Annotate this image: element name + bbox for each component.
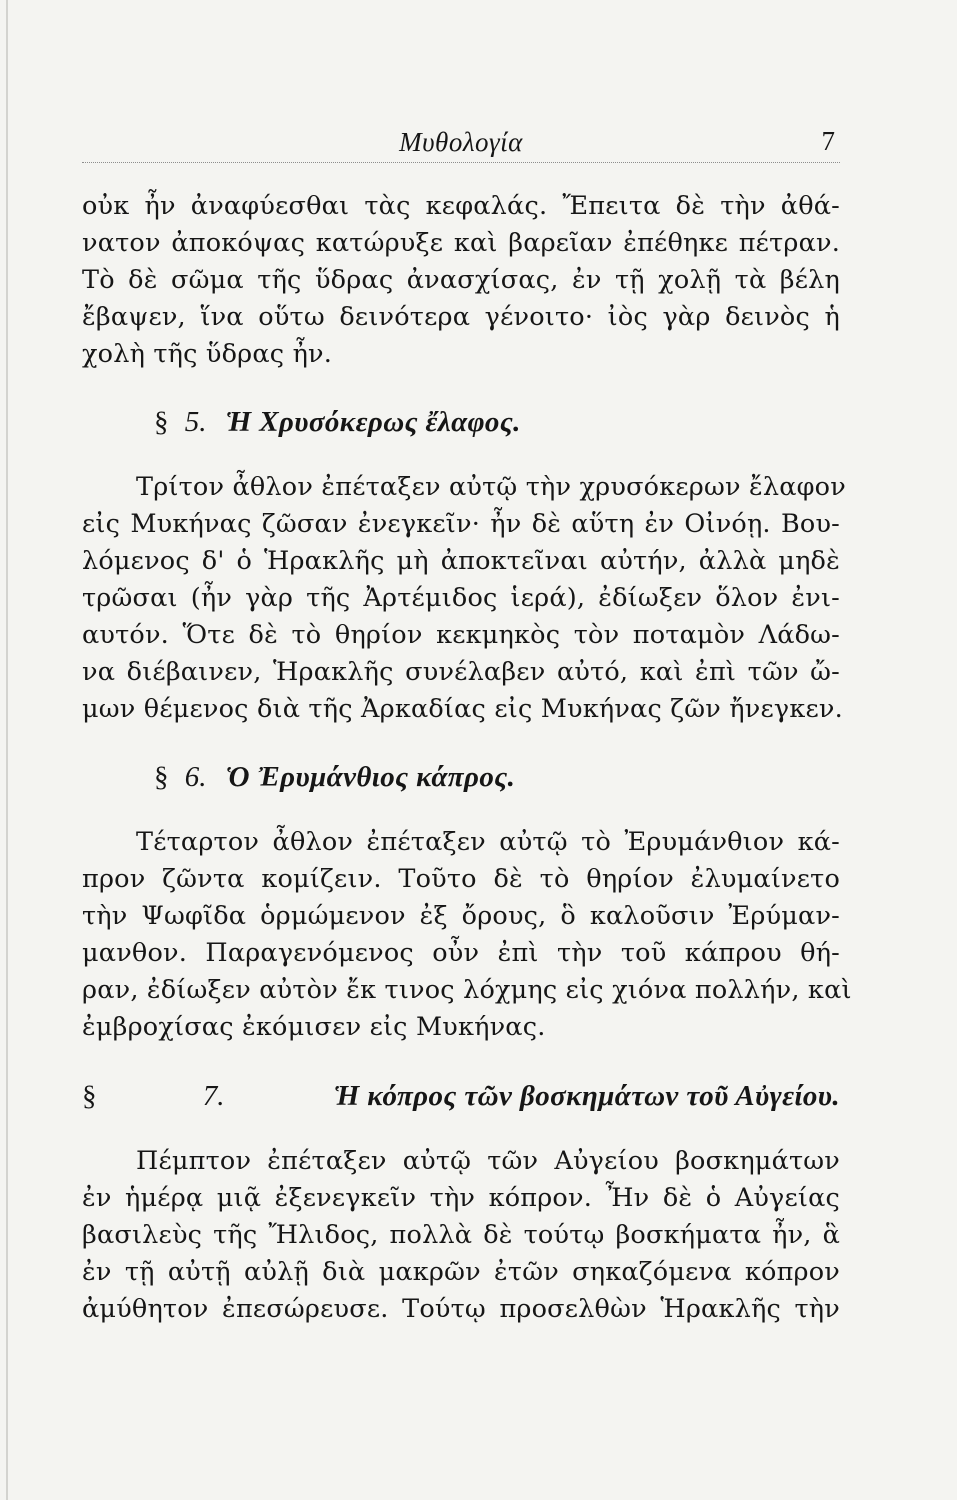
section-sign: §: [154, 406, 169, 438]
text-line: μων θέμενος διὰ τῆς Ἀρκαδίας εἰς Μυκήνας ζῶν ἤνεγκεν.: [82, 694, 843, 724]
text-line: ἔβαψεν, ἵνα οὕτω δεινότερα γένοιτο· ἰὸς γὰρ δεινὸς ἡ: [82, 302, 840, 332]
text-line: αυτόν. Ὅτε δὲ τὸ θηρίον κεκμηκὸς τὸν ποταμὸν Λάδω-: [82, 620, 840, 650]
section-sign: §: [154, 761, 169, 793]
paragraph-hydra-end: [82, 188, 840, 373]
page-edge-line: [6, 0, 8, 1500]
text-line: Τρίτον ἆθλον ἐπέταξεν αὐτῷ τὴν χρυσόκερων ἔλαφον: [136, 472, 846, 502]
text-line: ἐν τῇ αὐτῇ αὐλῇ διὰ μακρῶν ἐτῶν σηκαζόμενα κόπρον: [82, 1257, 840, 1287]
text-line: ἐν ἡμέρᾳ μιᾷ ἐξενεγκεῖν τὴν κόπρον. Ἦν δὲ ὁ Αὐγείας: [82, 1183, 840, 1213]
text-line: οὐκ ἦν ἀναφύεσθαι τὰς κεφαλάς. Ἔπειτα δὲ τὴν ἀθά-: [82, 191, 840, 221]
text-line: Πέμπτον ἐπέταξεν αὐτῷ τῶν Αὐγείου βοσκημάτων: [136, 1146, 840, 1176]
section-title: Ἡ Χρυσόκερως ἔλαφος.: [225, 406, 521, 438]
section-number: 5.: [184, 406, 207, 438]
text-line: ραν, ἐδίωξεν αὐτὸν ἔκ τινος λόχμης εἰς χιόνα πολλήν, καὶ: [82, 975, 852, 1005]
text-line: χολὴ τῆς ὕδρας ἦν.: [82, 339, 333, 369]
running-title: Μυθολογία: [399, 127, 523, 157]
section-5-heading: [82, 404, 840, 440]
section-number: 6.: [184, 761, 207, 793]
text-line: βασιλεὺς τῆς Ἤλιδος, πολλὰ δὲ τούτῳ βοσκήματα ἦν, ἃ: [82, 1220, 840, 1250]
text-line: ἀμύθητον ἐπεσώρευσε. Τούτῳ προσελθὼν Ἡρακλῆς τὴν: [82, 1294, 840, 1324]
page-number: 7: [821, 126, 835, 156]
section-6-paragraph: [82, 824, 852, 1046]
text-line: ἐμβροχίσας ἐκόμισεν εἰς Μυκήνας.: [82, 1012, 546, 1042]
text-line: Τέταρτον ἆθλον ἐπέταξεν αὐτῷ τὸ Ἐρυμάνθιον κά-: [136, 827, 840, 857]
text-line: τρῶσαι (ἦν γὰρ τῆς Ἀρτέμιδος ἱερά), ἐδίωξεν ὅλον ἐνι-: [82, 583, 840, 613]
section-5-paragraph: [82, 469, 846, 728]
section-7-paragraph: [82, 1143, 840, 1328]
running-header: [82, 122, 840, 163]
section-6-heading: [82, 759, 840, 795]
section-7-heading: [82, 1078, 840, 1114]
text-line: μανθον. Παραγενόμενος οὖν ἐπὶ τὴν τοῦ κάπρου θή-: [82, 938, 840, 968]
text-line: λόμενος δ' ὁ Ἡρακλῆς μὴ ἀποκτεῖναι αὐτήν, ἀλλὰ μηδὲ: [82, 546, 840, 576]
section-title: Ἡ κόπρος τῶν βοσκημάτων τοῦ Αὐγείου.: [333, 1080, 841, 1112]
text-line: τὴν Ψωφῖδα ὁρμώμενον ἐξ ὄρους, ὃ καλοῦσιν Ἐρύμαν-: [82, 901, 840, 931]
section-title: Ὁ Ἐρυμάνθιος κάπρος.: [225, 761, 516, 793]
book-page-content: [82, 188, 852, 1328]
text-line: εἰς Μυκήνας ζῶσαν ἐνεγκεῖν· ἦν δὲ αὕτη ἐν Οἰνόῃ. Βου-: [82, 509, 840, 539]
text-line: να διέβαινεν, Ἡρακλῆς συνέλαβεν αὐτό, καὶ ἐπὶ τῶν ὤ-: [82, 657, 840, 687]
text-line: Τὸ δὲ σῶμα τῆς ὕδρας ἀνασχίσας, ἐν τῇ χολῇ τὰ βέλη: [82, 265, 840, 295]
text-line: προν ζῶντα κομίζειν. Τοῦτο δὲ τὸ θηρίον ἐλυμαίνετο: [82, 864, 840, 894]
section-sign: §: [82, 1080, 97, 1112]
text-line: νατον ἀποκόψας κατώρυξε καὶ βαρεῖαν ἐπέθηκε πέτραν.: [82, 228, 840, 258]
section-number: 7.: [202, 1080, 225, 1112]
